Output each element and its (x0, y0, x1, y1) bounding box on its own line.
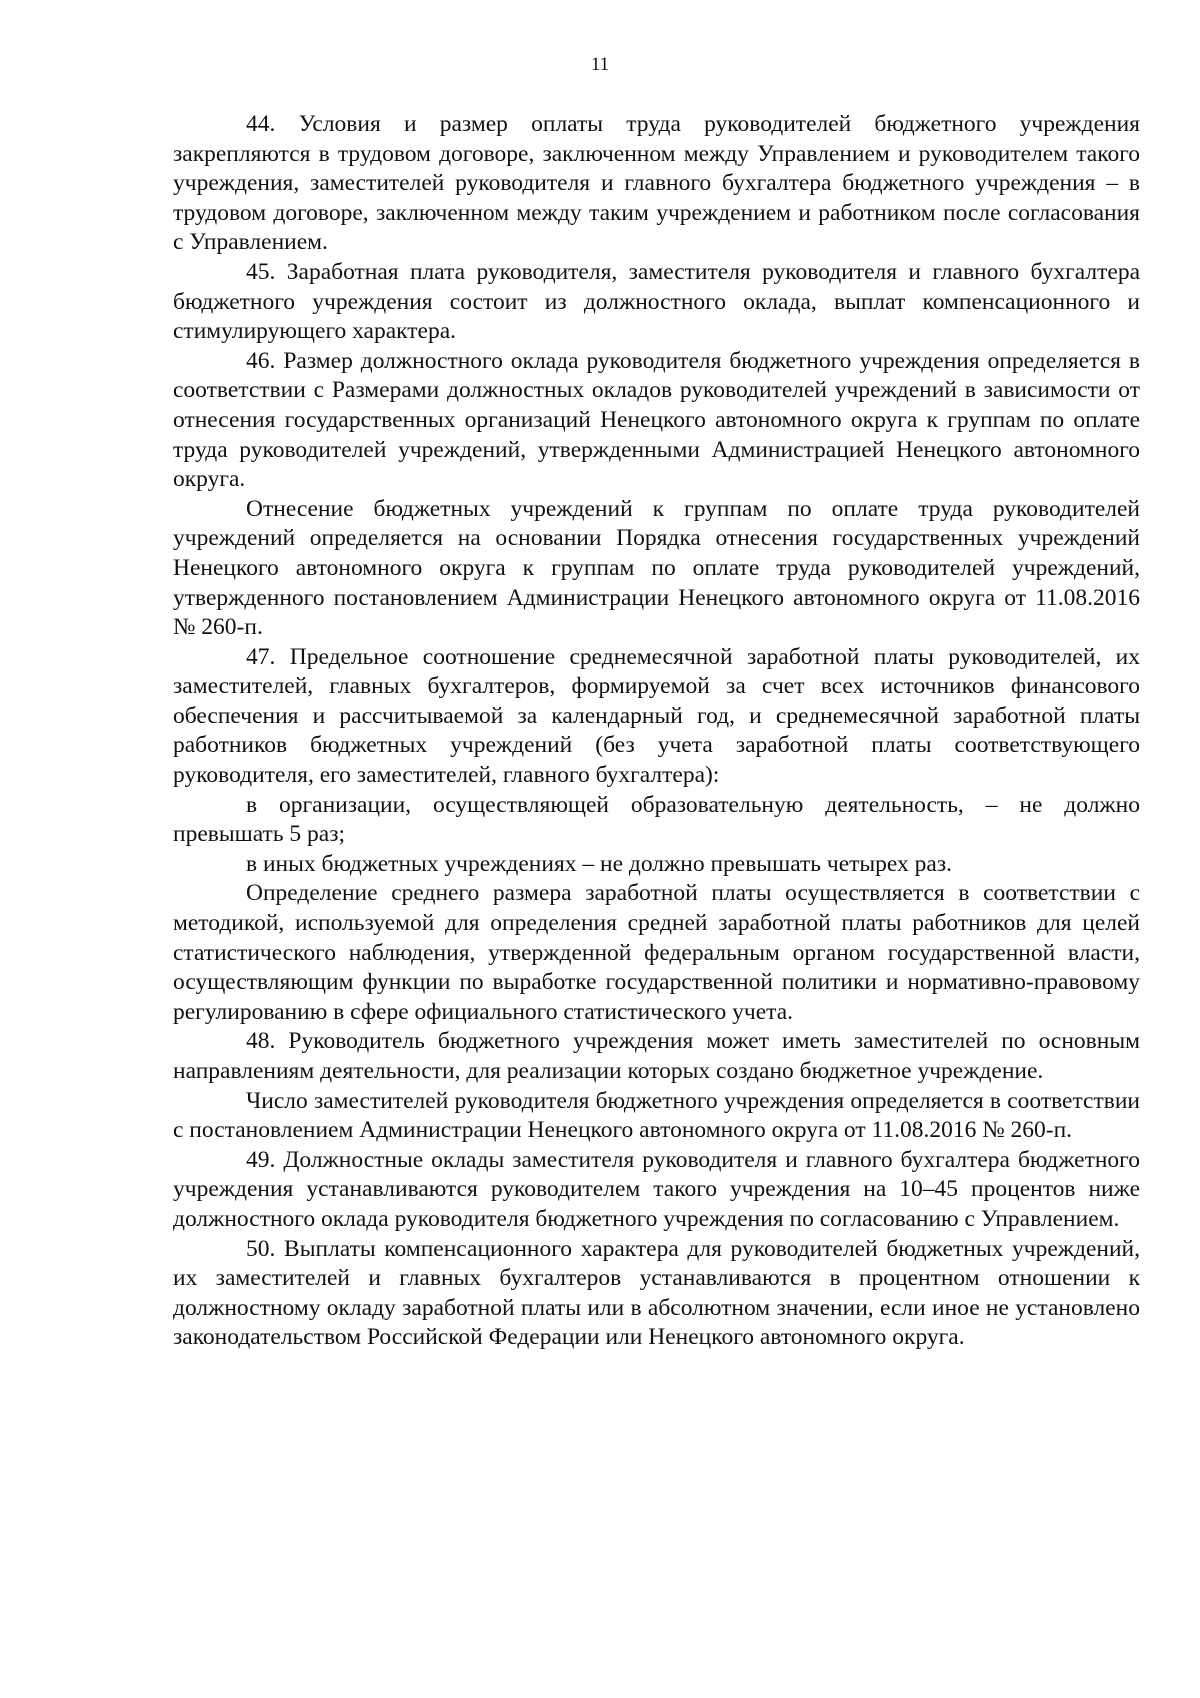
paragraph-47: 47. Предельное соотношение среднемесячной заработной платы руководителей, их заместителей, главных бухгалтеров, формируемой за счет всех источников финансового обеспечения и рассчитываемой за календарный год, и среднемесячной заработной платы работников бюджетных учреждений (без учета заработной платы соответствующего руководителя, его заместителей, главного бухгалтера): (173, 643, 1140, 789)
document-body (173, 110, 1140, 1353)
paragraph-50: 50. Выплаты компенсационного характера для руководителей бюджетных учреждений, их заместителей и главных бухгалтеров устанавливаются в процентном отношении к должностному окладу заработной платы или в абсолютном значении, если иное не установлено законодательством Российской Федерации или Ненецкого автономного округа. (173, 1235, 1140, 1351)
paragraph-45: 45. Заработная плата руководителя, заместителя руководителя и главного бухгалтера бюджетного учреждения состоит из должностного оклада, выплат компенсационного и стимулирующего характера. (173, 258, 1140, 345)
paragraph-49: 49. Должностные оклады заместителя руководителя и главного бухгалтера бюджетного учреждения устанавливаются руководителем такого учреждения на 10–45 процентов ниже должностного оклада руководителя бюджетного учреждения по согласованию с Управлением. (173, 1146, 1140, 1232)
page-number: 11 (590, 54, 610, 75)
paragraph-47-definition: Определение среднего размера заработной платы осуществляется в соответствии с методикой, используемой для определения средней заработной платы работников для целей статистического наблюдения, утвержденной федеральным органом государственной власти, осуществляющим функции по выработке государственной политики и нормативно-правовому регулированию в сфере официального статистического учета. (173, 880, 1140, 1025)
paragraph-46-continuation: Отнесение бюджетных учреждений к группам по оплате труда руководителей учреждений определяется на основании Порядка отнесения государственных учреждений Ненецкого автономного округа к группам по оплате труда руководителей учреждений, утвержденного постановлением Администрации Ненецкого автономного округа от 11.08.2016 № 260-п. (173, 495, 1140, 641)
paragraph-46: 46. Размер должностного оклада руководителя бюджетного учреждения определяется в соответствии с Размерами должностных окладов руководителей учреждений в зависимости от отнесения государственных организаций Ненецкого автономного округа к группам по оплате труда руководителей учреждений, утвержденными Администрацией Ненецкого автономного округа. (173, 347, 1140, 493)
paragraph-47-item-education: в организации, осуществляющей образовательную деятельность, – не должно превышать 5 раз; (173, 791, 1140, 848)
paragraph-47-item-other: в иных бюджетных учреждениях – не должно превышать четырех раз. (246, 850, 953, 877)
paragraph-48-continuation: Число заместителей руководителя бюджетного учреждения определяется в соответствии с постановлением Администрации Ненецкого автономного округа от 11.08.2016 № 260-п. (173, 1087, 1140, 1144)
paragraph-48: 48. Руководитель бюджетного учреждения может иметь заместителей по основным направлениям деятельности, для реализации которых создано бюджетное учреждение. (173, 1028, 1140, 1084)
paragraph-44: 44. Условия и размер оплаты труда руководителей бюджетного учреждения закрепляются в трудовом договоре, заключенном между Управлением и руководителем такого учреждения, заместителей руководителя и главного бухгалтера бюджетного учреждения – в трудовом договоре, заключенном между таким учреждением и работником после согласования с Управлением. (173, 111, 1140, 256)
